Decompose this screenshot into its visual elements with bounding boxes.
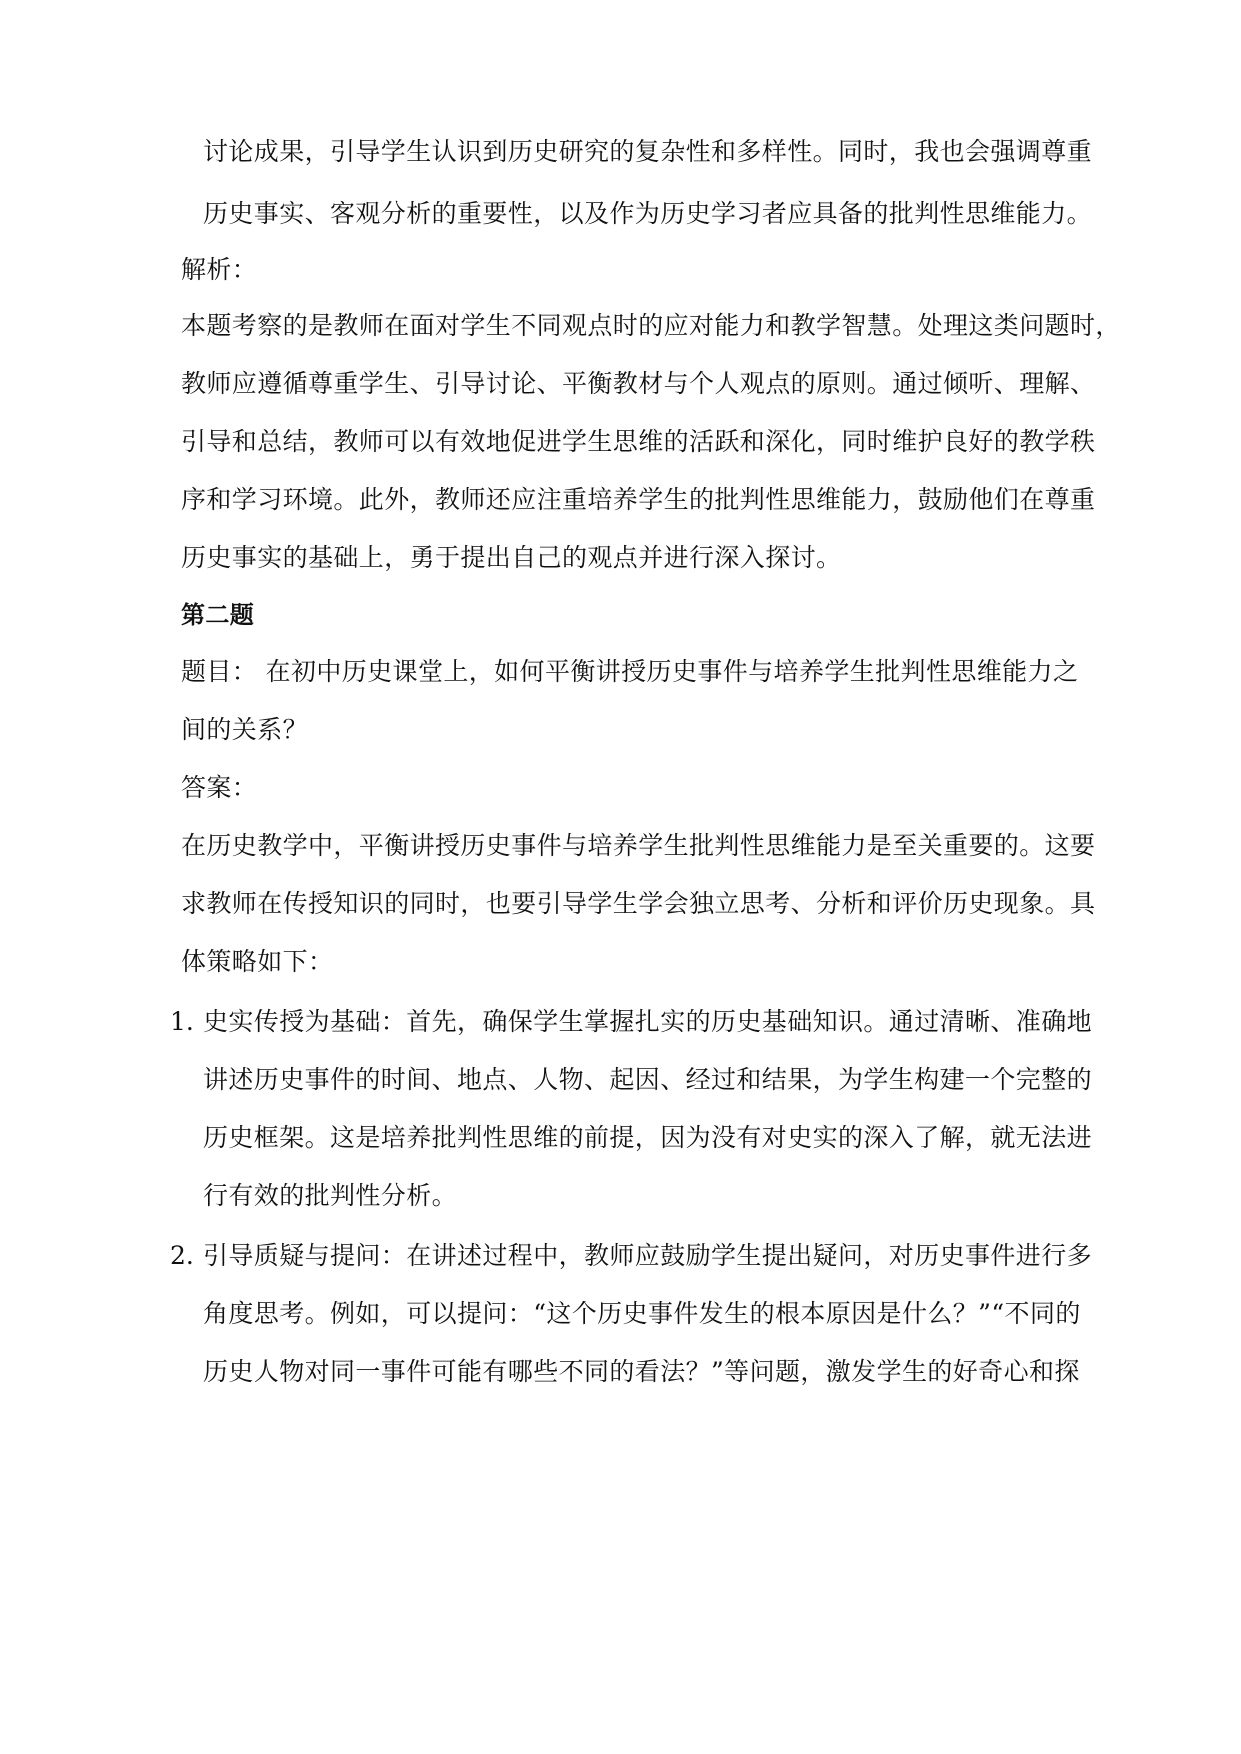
answer-label: 答案：: [181, 773, 258, 802]
answer-paragraph-line: 在历史教学中，平衡讲授历史事件与培养学生批判性思维能力是至关重要的。这要: [181, 831, 1096, 860]
list-item-line: 角度思考。例如，可以提问：“这个历史事件发生的根本原因是什么？”“不同的: [203, 1299, 1081, 1328]
answer-continuation-line: 历史事实、客观分析的重要性，以及作为历史学习者应具备的批判性思维能力。: [203, 199, 1093, 228]
list-number: 1.: [170, 1007, 194, 1036]
analysis-paragraph-line: 教师应遵循尊重学生、引导讨论、平衡教材与个人观点的原则。通过倾听、理解、: [181, 369, 1096, 398]
analysis-label: 解析：: [181, 255, 258, 284]
analysis-paragraph-line: 历史事实的基础上，勇于提出自己的观点并进行深入探讨。: [181, 543, 842, 572]
list-item-line: 历史人物对同一事件可能有哪些不同的看法？”等问题，激发学生的好奇心和探: [203, 1357, 1080, 1386]
question-line: 间的关系？: [181, 715, 309, 744]
answer-paragraph-line: 求教师在传授知识的同时，也要引导学生学会独立思考、分析和评价历史现象。具: [181, 889, 1096, 918]
list-item-line: 历史框架。这是培养批判性思维的前提，因为没有对史实的深入了解，就无法进: [203, 1123, 1093, 1152]
answer-paragraph-line: 体策略如下：: [181, 947, 334, 976]
list-number: 2.: [170, 1241, 194, 1270]
section-heading: 第二题: [181, 601, 255, 629]
list-item-line: 史实传授为基础：首先，确保学生掌握扎实的历史基础知识。通过清晰、准确地: [203, 1007, 1093, 1036]
answer-continuation-line: 讨论成果，引导学生认识到历史研究的复杂性和多样性。同时，我也会强调尊重: [203, 137, 1093, 166]
list-item-line: 引导质疑与提问：在讲述过程中，教师应鼓励学生提出疑问，对历史事件进行多: [203, 1241, 1093, 1270]
list-item-line: 讲述历史事件的时间、地点、人物、起因、经过和结果，为学生构建一个完整的: [203, 1065, 1093, 1094]
question-line: 题目： 在初中历史课堂上，如何平衡讲授历史事件与培养学生批判性思维能力之: [181, 657, 1079, 686]
analysis-paragraph-line: 引导和总结，教师可以有效地促进学生思维的活跃和深化，同时维护良好的教学秩: [181, 427, 1096, 456]
analysis-paragraph-line: 序和学习环境。此外，教师还应注重培养学生的批判性思维能力，鼓励他们在尊重: [181, 485, 1096, 514]
list-item-line: 行有效的批判性分析。: [203, 1181, 458, 1210]
analysis-paragraph-line: 本题考察的是教师在面对学生不同观点时的应对能力和教学智慧。处理这类问题时，: [181, 311, 1121, 340]
